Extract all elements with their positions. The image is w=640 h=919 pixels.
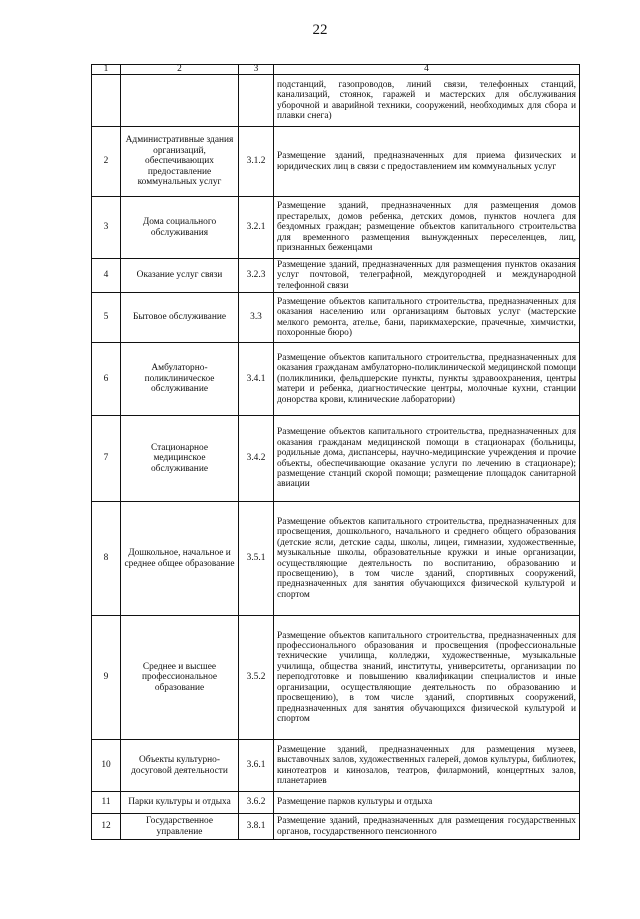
table-row [92,293,580,343]
row-code: 3.2.1 [239,197,274,259]
table-row [92,127,580,197]
row-description: Размещение зданий, предназначенных для размещения домов престарелых, домов ребенка, детских домов, пунктов ночлега для бездомных граждан; размещение объектов капитального строительства для временного размещения вынужденных переселенцев, лиц, признанных беженцами [274,197,580,259]
table-row [92,740,580,792]
row-number: 10 [92,740,121,792]
page-number: 22 [312,22,328,38]
row-number: 5 [92,293,121,343]
table-row [92,814,580,840]
row-code: 3.5.1 [239,502,274,616]
row-code: 3.3 [239,293,274,343]
row-code: 3.4.2 [239,416,274,502]
row-name: Оказание услуг связи [121,259,239,293]
header-col-4: 4 [274,65,580,75]
land-use-table [91,64,580,840]
table-row [92,792,580,814]
row-name: Государственное управление [121,814,239,840]
row-code: 3.6.2 [239,792,274,814]
row-name: Парки культуры и отдыха [121,792,239,814]
table-row [92,416,580,502]
row-description: Размещение объектов капитального строительства, предназначенных для оказания гражданам медицинской помощи в стационарах (больницы, родильные дома, диспансеры, научно-медицинские учреждения и прочие объекты, обеспечивающие оказание услуги по лечению в стационаре); размещение станций скорой помощи; размещение площадок санитарной авиации [274,416,580,502]
table-row [92,259,580,293]
row-code: 3.2.3 [239,259,274,293]
row-number: 11 [92,792,121,814]
row-name [121,75,239,127]
row-code [239,75,274,127]
table-row [92,343,580,416]
row-code: 3.6.1 [239,740,274,792]
table-row [92,616,580,740]
row-number: 7 [92,416,121,502]
row-description: Размещение зданий, предназначенных для размещения музеев, выставочных залов, художественных галерей, домов культуры, библиотек, кинотеатров и кинозалов, театров, филармоний, концертных залов, планетариев [274,740,580,792]
row-description: Размещение объектов капитального строительства, предназначенных для оказания гражданам амбулаторно-поликлинической медицинской помощи (поликлиники, фельдшерские пункты, пункты здравоохранения, центры матери и ребенка, диагностические центры, молочные кухни, станции донорства крови, клинические лаборатории) [274,343,580,416]
row-description: Размещение парков культуры и отдыха [274,792,580,814]
table-row [92,197,580,259]
row-description: Размещение зданий, предназначенных для приема физических и юридических лиц в связи с предоставлением им коммунальных услуг [274,127,580,197]
row-name: Дошкольное, начальное и среднее общее образование [121,502,239,616]
row-number: 4 [92,259,121,293]
row-number: 3 [92,197,121,259]
row-number: 8 [92,502,121,616]
row-number: 12 [92,814,121,840]
row-name: Объекты культурно-досуговой деятельности [121,740,239,792]
row-name: Среднее и высшее профессиональное образование [121,616,239,740]
row-number: 9 [92,616,121,740]
row-description: Размещение зданий, предназначенных для размещения государственных органов, государственного пенсионного [274,814,580,840]
header-col-2: 2 [121,65,239,75]
row-number [92,75,121,127]
row-description: подстанций, газопроводов, линий связи, телефонных станций, канализаций, стоянок, гаражей и мастерских для обслуживания уборочной и аварийной техники, сооружений, необходимых для сбора и плавки снега) [274,75,580,127]
row-name: Бытовое обслуживание [121,293,239,343]
row-code: 3.4.1 [239,343,274,416]
row-description: Размещение объектов капитального строительства, предназначенных для просвещения, дошкольного, начального и среднего общего образования (детские ясли, детские сады, школы, лицеи, гимназии, художественные, музыкальные школы, образовательные кружки и иные организации, осуществляющие деятельность по воспитанию, образованию и просвещению), в том числе зданий, спортивных сооружений, предназначенных для занятия обучающихся физической культурой и спортом [274,502,580,616]
row-name: Стационарное медицинское обслуживание [121,416,239,502]
row-name: Административные здания организаций, обеспечивающих предоставление коммунальных услуг [121,127,239,197]
table-row [92,75,580,127]
row-description: Размещение зданий, предназначенных для размещения пунктов оказания услуг почтовой, телеграфной, междугородней и международной телефонной связи [274,259,580,293]
header-row [92,65,580,75]
row-name: Амбулаторно-поликлиническое обслуживание [121,343,239,416]
row-code: 3.8.1 [239,814,274,840]
table-header [92,65,580,75]
table-body [92,75,580,840]
row-description: Размещение объектов капитального строительства, предназначенных для профессионального образования и просвещения (профессиональные технические училища, колледжи, художественные, музыкальные училища, общества знаний, институты, университеты, организации по переподготовке и повышению квалификации специалистов и иные организации, осуществляющие деятельность по образованию и просвещению), в том числе зданий, спортивных сооружений, предназначенных для занятия обучающихся физической культурой и спортом [274,616,580,740]
row-number: 6 [92,343,121,416]
row-number: 2 [92,127,121,197]
row-code: 3.1.2 [239,127,274,197]
row-name: Дома социального обслуживания [121,197,239,259]
row-description: Размещение объектов капитального строительства, предназначенных для оказания населению или организациям бытовых услуг (мастерские мелкого ремонта, ателье, бани, парикмахерские, прачечные, химчистки, похоронные бюро) [274,293,580,343]
table-row [92,502,580,616]
row-code: 3.5.2 [239,616,274,740]
header-col-1: 1 [92,65,121,75]
header-col-3: 3 [239,65,274,75]
